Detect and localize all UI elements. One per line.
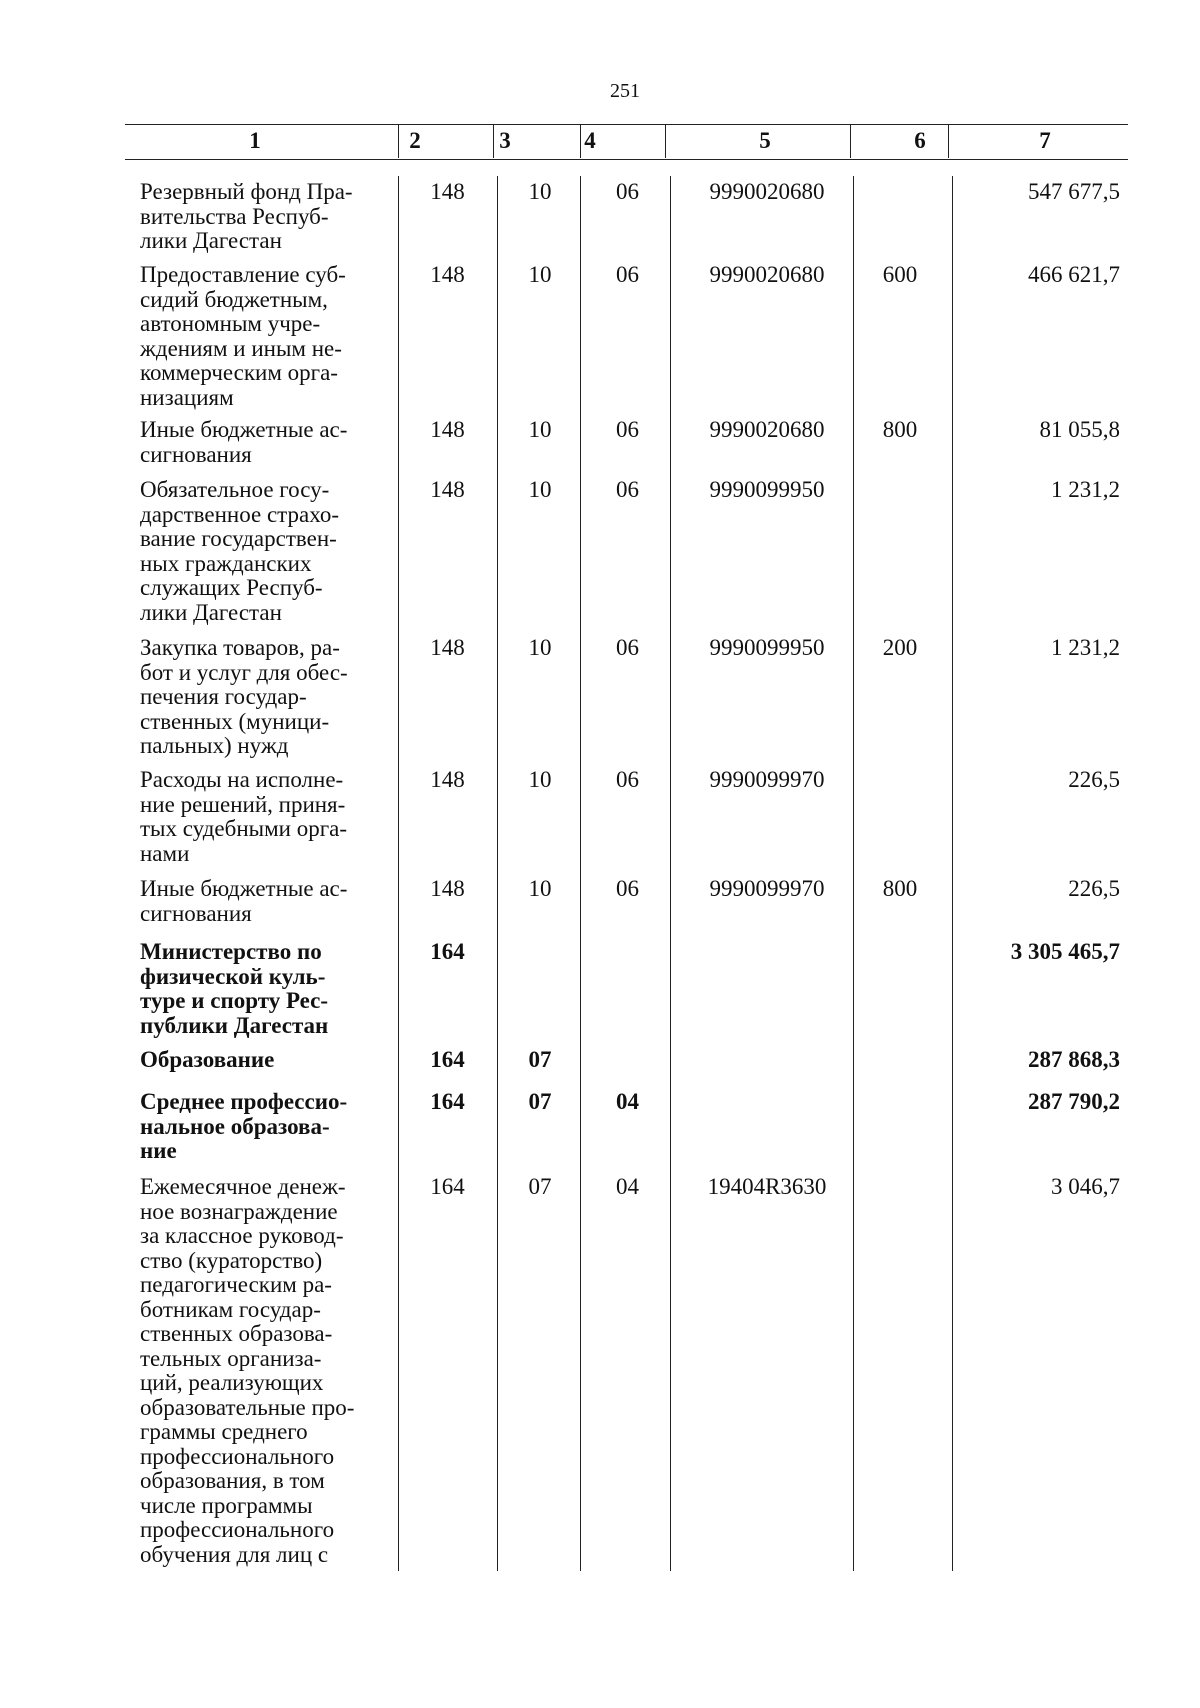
row-name-line: Министерство по <box>140 939 322 964</box>
cell-col-3: 10 <box>528 262 552 287</box>
cell-col-5: 19404R3630 <box>707 1174 827 1199</box>
cell-amount: 1 231,2 <box>1051 635 1120 660</box>
row-name-line: Иные бюджетные ас- <box>140 876 348 901</box>
cell-col-3: 07 <box>528 1089 552 1114</box>
row-name-line: автономным учре- <box>140 311 321 336</box>
cell-col-2: 164 <box>430 939 465 964</box>
cell-amount: 1 231,2 <box>1051 477 1120 502</box>
row-name <box>140 478 395 625</box>
row-name-line: Среднее профессио- <box>140 1089 348 1114</box>
row-name-line: сидий бюджетным, <box>140 286 328 312</box>
row-name-line: Иные бюджетные ас- <box>140 417 348 442</box>
cell-col-2: 164 <box>430 1047 465 1072</box>
row-name-line: образования, в том <box>140 1468 325 1493</box>
row-name <box>140 263 395 410</box>
cell-col-6: 200 <box>882 635 918 660</box>
cell-col-2: 164 <box>430 1089 465 1114</box>
row-name-line: ное вознаграждение <box>140 1198 338 1224</box>
row-name-line: ние решений, приня- <box>140 791 346 817</box>
row-name <box>140 768 395 866</box>
row-name-line: Ежемесячное денеж- <box>140 1174 346 1199</box>
cell-col-3: 07 <box>528 1047 552 1072</box>
row-name-line: ждениям и иным не- <box>140 335 342 361</box>
row-name <box>140 877 395 926</box>
row-name-line: Закупка товаров, ра- <box>140 635 340 660</box>
row-name-line: бот и услуг для обес- <box>140 659 348 685</box>
cell-col-5: 9990099970 <box>709 876 825 901</box>
row-name-line: профессионального <box>140 1443 335 1469</box>
column-divider <box>670 176 671 1571</box>
row-name-line: лики Дагестан <box>140 599 282 625</box>
row-name-line: ственных образова- <box>140 1321 333 1346</box>
header-col-4: 4 <box>584 128 596 153</box>
cell-amount: 287 868,3 <box>1028 1047 1120 1072</box>
cell-col-4: 06 <box>616 179 639 204</box>
cell-col-2: 148 <box>430 262 465 287</box>
row-name-line: тых судебными орга- <box>140 816 347 841</box>
row-name-line: ций, реализующих <box>140 1370 324 1395</box>
row-name-line: коммерческим орга- <box>140 360 338 385</box>
cell-col-2: 148 <box>430 417 465 442</box>
row-name <box>140 418 395 467</box>
row-name-line: ных гражданских <box>140 550 312 576</box>
row-name-line: печения государ- <box>140 684 307 709</box>
cell-col-6: 800 <box>882 417 918 442</box>
header-divider <box>948 124 949 158</box>
row-name-line: лики Дагестан <box>140 228 282 253</box>
cell-amount: 3 305 465,7 <box>1010 939 1120 964</box>
cell-amount: 81 055,8 <box>1039 417 1120 442</box>
row-name-line: Расходы на исполне- <box>140 767 344 792</box>
cell-col-3: 10 <box>528 179 552 204</box>
row-name-line: вание государствен- <box>140 526 337 551</box>
row-name <box>140 1175 395 1567</box>
row-name-line: числе программы <box>140 1492 313 1518</box>
cell-col-4: 04 <box>616 1174 639 1199</box>
cell-col-2: 164 <box>430 1174 465 1199</box>
header-divider <box>493 124 494 158</box>
cell-col-5: 9990099950 <box>709 635 825 660</box>
cell-col-5: 9990020680 <box>709 262 825 287</box>
row-name-line: ство (кураторство) <box>140 1247 323 1273</box>
cell-col-4: 06 <box>616 767 639 792</box>
column-divider <box>398 176 399 1571</box>
row-name <box>140 940 395 1038</box>
cell-amount: 3 046,7 <box>1051 1174 1120 1199</box>
row-name-line: Резервный фонд Пра- <box>140 179 353 204</box>
table-header <box>125 124 1128 160</box>
page-number: 251 <box>610 80 640 102</box>
cell-amount: 287 790,2 <box>1028 1089 1120 1114</box>
cell-col-5: 9990099970 <box>709 767 825 792</box>
cell-col-4: 06 <box>616 635 639 660</box>
cell-amount: 226,5 <box>1068 876 1120 901</box>
row-name-line: Обязательное госу- <box>140 477 330 502</box>
header-divider <box>665 124 666 158</box>
cell-col-6: 600 <box>882 262 918 287</box>
row-name-line: Образование <box>140 1047 275 1072</box>
row-name-line: нальное образова- <box>140 1113 330 1139</box>
header-divider <box>580 124 581 158</box>
cell-col-3: 10 <box>528 767 552 792</box>
row-name-line: педагогическим ра- <box>140 1272 332 1297</box>
row-name-line: сигнования <box>140 900 252 926</box>
header-col-7: 7 <box>1039 128 1051 153</box>
cell-col-3: 10 <box>528 635 552 660</box>
row-name-line: туре и спорту Рес- <box>140 988 329 1013</box>
row-name-line: ственных (муници- <box>140 708 330 734</box>
row-name-line: пальных) нужд <box>140 733 289 758</box>
cell-col-2: 148 <box>430 767 465 792</box>
cell-col-3: 10 <box>528 477 552 502</box>
cell-col-5: 9990099950 <box>709 477 825 502</box>
row-name-line: публики Дагестан <box>140 1012 329 1038</box>
row-name-line: граммы среднего <box>140 1419 308 1444</box>
row-name-line: за классное руковод- <box>140 1223 344 1248</box>
row-name-line: ние <box>140 1138 177 1163</box>
row-name-line: профессионального <box>140 1517 335 1542</box>
cell-col-3: 07 <box>528 1174 552 1199</box>
row-name-line: ботникам государ- <box>140 1296 321 1322</box>
cell-col-2: 148 <box>430 477 465 502</box>
row-name <box>140 1048 395 1073</box>
cell-col-6: 800 <box>882 876 918 901</box>
header-divider <box>398 124 399 158</box>
cell-col-5: 9990020680 <box>709 417 825 442</box>
column-divider <box>497 176 498 1571</box>
cell-col-2: 148 <box>430 876 465 901</box>
cell-amount: 466 621,7 <box>1028 262 1120 287</box>
header-divider <box>850 124 851 158</box>
cell-col-4: 06 <box>616 477 639 502</box>
row-name-line: низациям <box>140 384 234 410</box>
cell-col-2: 148 <box>430 635 465 660</box>
row-name-line: Предоставление суб- <box>140 262 346 287</box>
row-name-line: образовательные про- <box>140 1394 355 1420</box>
cell-col-4: 06 <box>616 262 639 287</box>
row-name-line: сигнования <box>140 441 252 467</box>
row-name-line: нами <box>140 840 190 866</box>
cell-col-4: 06 <box>616 876 639 901</box>
row-name-line: вительства Респуб- <box>140 203 329 229</box>
row-name <box>140 1090 395 1164</box>
column-divider <box>853 176 854 1571</box>
row-name <box>140 636 395 759</box>
row-name-line: физической куль- <box>140 963 326 989</box>
header-col-5: 5 <box>759 128 771 153</box>
row-name-line: обучения для лиц с <box>140 1541 329 1567</box>
cell-col-4: 06 <box>616 417 639 442</box>
cell-col-3: 10 <box>528 876 552 901</box>
row-name-line: дарственное страхо- <box>140 501 339 527</box>
header-col-3: 3 <box>499 128 511 153</box>
row-name-line: тельных организа- <box>140 1345 322 1371</box>
column-divider <box>952 176 953 1571</box>
cell-col-4: 04 <box>616 1089 639 1114</box>
header-col-2: 2 <box>409 128 421 153</box>
row-name-line: служащих Респуб- <box>140 575 323 600</box>
header-col-1: 1 <box>249 128 261 153</box>
header-col-6: 6 <box>914 128 926 153</box>
cell-col-5: 9990020680 <box>709 179 825 204</box>
cell-col-3: 10 <box>528 417 552 442</box>
cell-amount: 547 677,5 <box>1028 179 1120 204</box>
column-divider <box>580 176 581 1571</box>
cell-amount: 226,5 <box>1068 767 1120 792</box>
cell-col-2: 148 <box>430 179 465 204</box>
row-name <box>140 180 395 254</box>
